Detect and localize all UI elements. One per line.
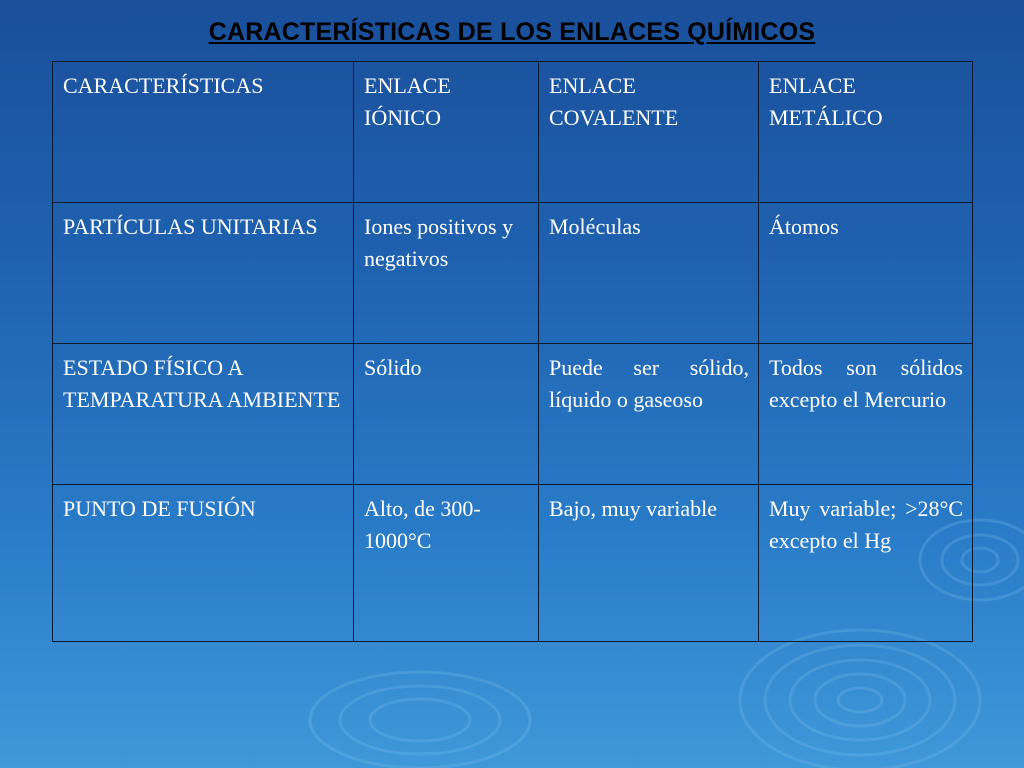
table-cell: Puede ser sólido, líquido o gaseoso xyxy=(539,344,759,485)
table-cell: Átomos xyxy=(759,203,973,344)
table-cell: Iones positivos y negativos xyxy=(354,203,539,344)
header-cell-ionic-bond: ENLACE IÓNICO xyxy=(354,62,539,203)
table-cell: Muy variable; >28°C excepto el Hg xyxy=(759,485,973,642)
table-cell: Todos son sólidos excepto el Mercurio xyxy=(759,344,973,485)
table-row xyxy=(53,344,973,485)
table-cell: Sólido xyxy=(354,344,539,485)
row-label-melting-point: PUNTO DE FUSIÓN xyxy=(53,485,354,642)
slide-title: CARACTERÍSTICAS DE LOS ENLACES QUÍMICOS xyxy=(208,18,816,46)
bonds-comparison-table xyxy=(52,61,973,642)
header-cell-covalent-bond: ENLACE COVALENTE xyxy=(539,62,759,203)
row-label-physical-state: ESTADO FÍSICO A TEMPARATURA AMBIENTE xyxy=(53,344,354,485)
table-cell: Moléculas xyxy=(539,203,759,344)
table-row xyxy=(53,485,973,642)
table-row xyxy=(53,203,973,344)
table-cell: Bajo, muy variable xyxy=(539,485,759,642)
table-cell: Alto, de 300-1000°C xyxy=(354,485,539,642)
row-label-unit-particles: PARTÍCULAS UNITARIAS xyxy=(53,203,354,344)
table-row xyxy=(53,62,973,203)
header-cell-characteristics: CARACTERÍSTICAS xyxy=(53,62,354,203)
header-cell-metallic-bond: ENLACE METÁLICO xyxy=(759,62,973,203)
